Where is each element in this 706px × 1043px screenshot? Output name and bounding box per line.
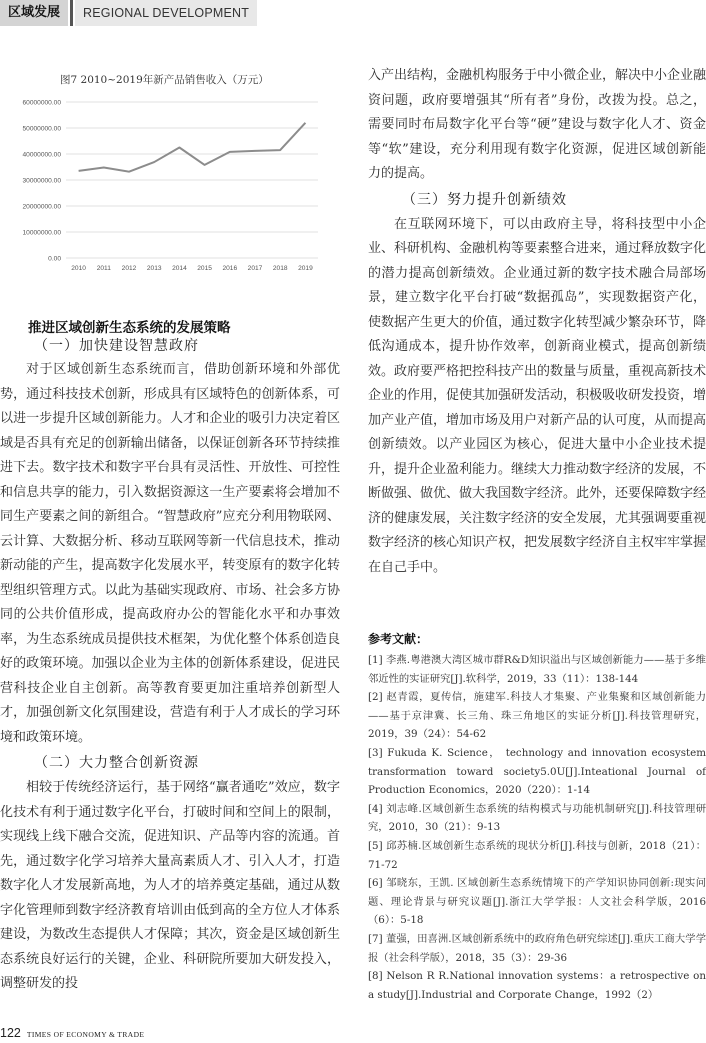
x-tick-label: 2010	[71, 265, 86, 272]
subheading-3: （三）努力提升创新绩效	[402, 191, 567, 208]
y-tick-label: 30000000.00	[22, 177, 61, 185]
y-tick-label: 20000000.00	[22, 203, 61, 211]
reference-item: [4] 刘志峰.区域创新生态系统的结构模式与功能机制研究[J].科技管理研究，2010，30（21）：9-13	[368, 802, 706, 834]
page-footer	[0, 1026, 144, 1040]
sales-revenue-line-chart	[0, 64, 340, 284]
x-tick-label: 2019	[298, 265, 313, 272]
journal-name: TIMES OF ECONOMY & TRADE	[26, 1030, 145, 1039]
section-label-cn: 区域发展	[0, 0, 68, 26]
reference-item: [5] 邱苏楠.区域创新生态系统的现状分析[J].科技与创新，2018（21）：71-72	[368, 839, 706, 871]
x-tick-label: 2016	[222, 265, 238, 272]
references-title: 参考文献：	[368, 632, 429, 646]
x-tick-label: 2013	[146, 265, 162, 272]
reference-item: [8] Nelson R R.National innovation systems：a retrospective on a study[J].Industrial and Corporate Change，1992（2）	[368, 970, 706, 1001]
y-tick-label: 0.00	[48, 255, 61, 263]
section-label-en: REGIONAL DEVELOPMENT	[75, 0, 257, 26]
y-tick-label: 40000000.00	[22, 151, 61, 159]
y-tick-label: 60000000.00	[22, 99, 61, 107]
figure-7	[0, 64, 340, 284]
right-column	[368, 64, 706, 580]
x-tick-label: 2012	[121, 265, 137, 272]
y-tick-label: 50000000.00	[22, 125, 61, 133]
page-number: 122	[0, 1026, 21, 1040]
reference-item: [3] Fukuda K. Science， technology and innovation ecosystem transformation toward society5.0U[J].Inteational Journal of Production Economics，2020（220）：1-14	[368, 746, 706, 797]
x-tick-label: 2017	[247, 265, 263, 272]
paragraph-2: 相较于传统经济运行，基于网络“赢者通吃”效应，数字化技术有利于通过数字化平台，打破时间和空间上的限制，实现线上线下融合交流，促进知识、产品等内容的流通。首先，通过数字化学习培养大量高素质人才、引入人才，打造数字化人才发展新高地，为人才的培养奠定基础，通过从数字化管理师到数字经济教育培训由低到高的全方位人才体系建设，为数改生态提供人才保障；其次，资金是区域创新生态系统良好运行的关键，企业、科研院所要加大研发投入，调整研发的投	[0, 780, 340, 991]
subheading-1: （一）加快建设智慧政府	[34, 338, 199, 354]
x-tick-label: 2018	[272, 265, 288, 272]
references	[368, 630, 706, 1004]
paragraph-2-continued: 入产出结构，金融机构服务于中小微企业，解决中小企业融资问题，政府要增强其“所有者”身份，改拨为投。总之，需要同时布局数字化平台等“硬”建设与数字化人才、资金等“软”建设，充分利用现有数字化资源，促进区域创新能力的提高。	[368, 68, 706, 181]
reference-item: [6] 邹晓东，王凯. 区域创新生态系统情境下的产学知识协同创新:现实问题、理论背景与研究议题[J].浙江大学学报：人文社会科学版，2016（6）：5-18	[368, 877, 706, 927]
x-tick-label: 2014	[172, 265, 187, 272]
paragraph-1: 对于区域创新生态系统而言，借助创新环境和外部优势，通过科技技术创新，形成具有区域特色的创新体系，可以进一步提升区域创新能力。人才和企业的吸引力决定着区域是否具有充足的创新输出储备，以保证创新各环节持续推进下去。数字技术和数字平台具有灵活性、开放性、可控性和信息共享的能力，引入数据资源这一生产要素将会增加不同生产要素之间的新组合。“智慧政府”应充分利用物联网、云计算、大数据分析、移动互联网等新一代信息技术，推动新动能的产生，提高数字化发展水平，转变原有的数字化转型组织管理方式。以此为基础实现政府、市场、社会多方协同的公共价值形成，提高政府办公的智能化水平和办事效率，为生态系统成员提供技术框架，为优化整个体系创造良好的政策环境。加强以企业为主体的创新体系建设，促进民营科技企业自主创新。高等教育要更加注重培养创新型人才，加强创新文化氛围建设，营造有利于人才成长的学习环境和政策环境。	[0, 362, 340, 745]
chart-title: 图7 2010~2019年新产品销售收入（万元）	[60, 74, 269, 86]
section-header	[0, 0, 260, 26]
x-tick-label: 2011	[96, 265, 111, 272]
reference-item: [7] 董强，田喜洲.区域创新系统中的政府角色研究综述[J].重庆工商大学学报（社会科学版），2018，35（3）：29-36	[368, 932, 706, 964]
series-line	[79, 123, 306, 172]
reference-item: [1] 李燕.粤港澳大湾区城市群R&D知识溢出与区域创新能力——基于多维邻近性的实证研究[J].软科学，2019，33（11）：138-144	[368, 654, 706, 685]
section-title: 推进区域创新生态系统的发展策略	[28, 320, 231, 336]
left-column	[0, 332, 340, 997]
reference-item: [2] 赵青霞，夏传信，施建军.科技人才集聚、产业集聚和区域创新能力——基于京津冀、长三角、珠三角地区的实证分析[J].科技管理研究，2019，39（24）：54-62	[368, 691, 706, 741]
subheading-2: （二）大力整合创新资源	[34, 755, 199, 771]
x-tick-label: 2015	[197, 265, 212, 272]
paragraph-3: 在互联网环境下，可以由政府主导，将科技型中小企业、科研机构、金融机构等要素整合进来，通过释放数字化的潜力提高创新绩效。企业通过新的数字技术融合局部场景，建立数字化平台打破“数据孤岛”，实现数据资产化，使数据产生更大的价值，通过数字化转型减少繁杂环节，降低沟通成本，提升协作效率，创新商业模式，提高创新绩效。政府要严格把控科技产出的数量与质量，重视高新技术企业的作用，促使其加强研发活动，积极吸收研发投资，增加产业产值，增加市场及用户对新产品的认可度，从而提高创新绩效。以产业园区为核心，促进大量中小企业技术提升，提升企业盈利能力。继续大力推动数字经济的发展，不断做强、做优、做大我国数字经济。此外，还要保障数字经济的健康发展，关注数字经济的安全发展，尤其强调要重视数字经济的核心知识产权，把发展数字经济自主权牢牢掌握在自己手中。	[368, 216, 706, 575]
header-divider	[70, 0, 73, 26]
y-tick-label: 10000000.00	[22, 229, 61, 237]
